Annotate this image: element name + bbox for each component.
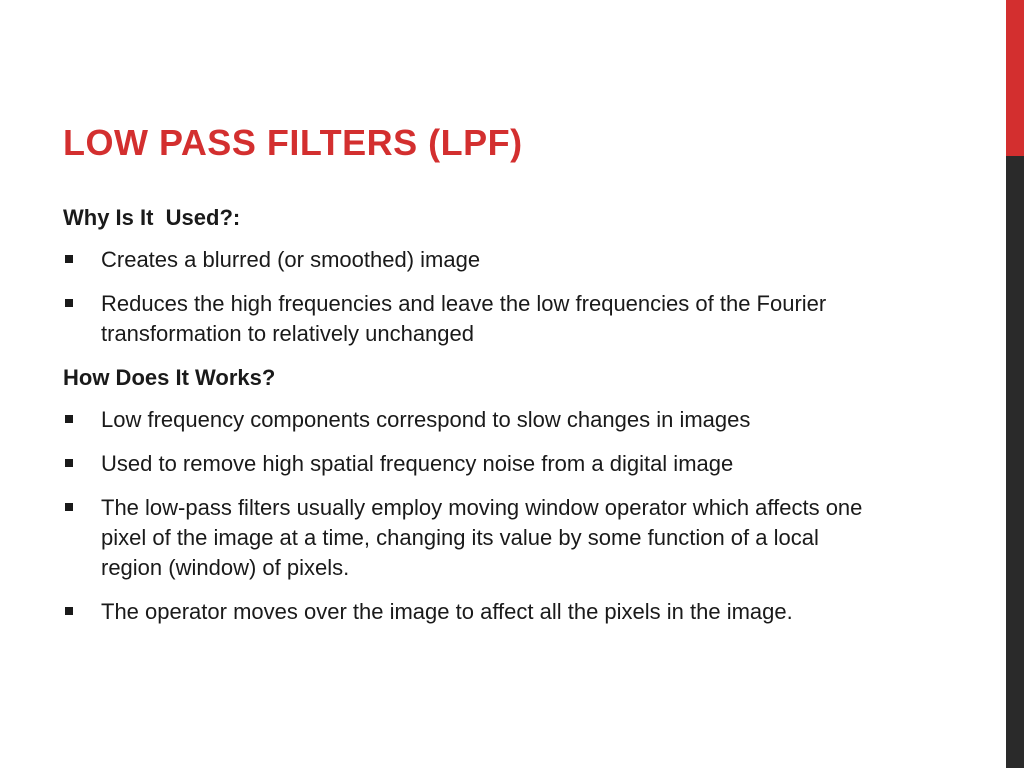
list-item [63,245,883,275]
list-item [63,493,883,583]
bullet-text: Creates a blurred (or smoothed) image [101,247,481,272]
list-item [63,597,883,627]
list-item [63,289,883,349]
section-how [63,363,883,627]
list-item [63,405,883,435]
accent-bar-dark [1006,156,1024,768]
square-bullet-icon [65,459,73,467]
bullet-list [63,245,883,349]
square-bullet-icon [65,255,73,263]
section-heading: Why Is It Used?: [63,205,241,230]
square-bullet-icon [65,299,73,307]
accent-bar-red [1006,0,1024,156]
square-bullet-icon [65,607,73,615]
bullet-list [63,405,883,627]
slide-title: LOW PASS FILTERS (LPF) [63,122,523,163]
bullet-text: Low frequency components correspond to slow changes in images [101,407,751,432]
slide-content [63,203,883,641]
section-why [63,203,883,349]
bullet-text: The low-pass filters usually employ moving window operator which affects one pixel of the image at a time, changing its value by some function of a local region (window) of pixels. [101,495,863,580]
section-heading: How Does It Works? [63,365,276,390]
bullet-text: Used to remove high spatial frequency noise from a digital image [101,451,734,476]
square-bullet-icon [65,503,73,511]
square-bullet-icon [65,415,73,423]
bullet-text: The operator moves over the image to affect all the pixels in the image. [101,599,793,624]
bullet-text: Reduces the high frequencies and leave the low frequencies of the Fourier transformation to relatively unchanged [101,291,827,346]
list-item [63,449,883,479]
